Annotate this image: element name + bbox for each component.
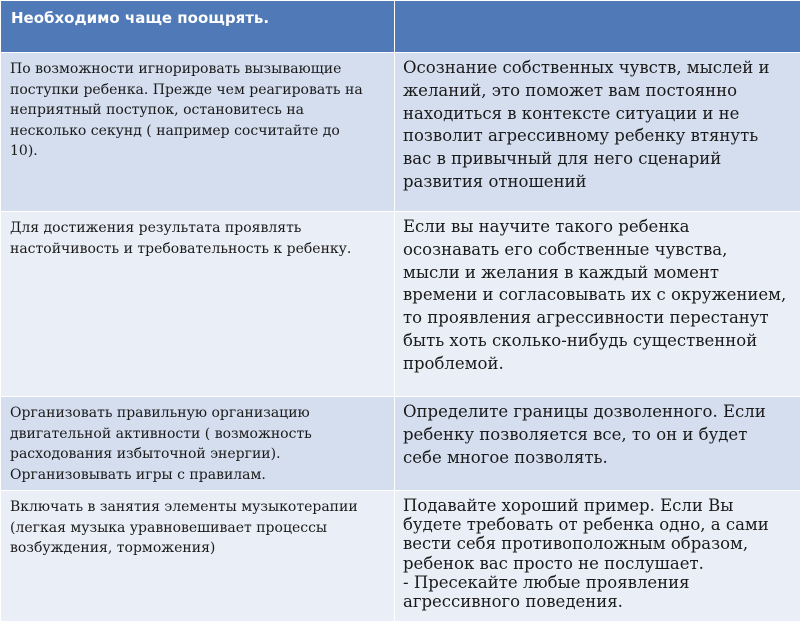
table-row [1, 53, 801, 212]
cell-text-line: позволит агрессивному ребенку втянуть [403, 126, 759, 146]
table-header-row [1, 1, 801, 53]
cell-text-line: Осознание собственных чувств, мыслей и [403, 58, 770, 77]
row-2-right-cell [395, 212, 801, 397]
cell-text-line: 10). [10, 143, 38, 159]
row-1-right-cell [395, 53, 801, 212]
table-row [1, 491, 801, 622]
cell-text-line: будете требовать от ребенка одно, а сами [403, 515, 769, 535]
cell-text-line: двигательной активности ( возможность [10, 425, 312, 442]
cell-text-line: развития отношений [403, 171, 587, 191]
cell-text-line: Организовывать игры с правилам. [10, 466, 266, 483]
cell-text-line: агрессивного поведения. [403, 592, 623, 612]
cell-text-line: быть хоть сколько-нибудь существенной [403, 330, 758, 350]
cell-text-line: (легкая музыка уравновешивает процессы [10, 519, 328, 536]
cell-text-line: себе многое позволять. [403, 447, 608, 467]
cell-text-line: Для достижения результата проявлять [10, 220, 302, 236]
cell-text-line: Организовать правильную организацию [10, 405, 310, 421]
cell-text-line: возбуждения, торможения) [10, 540, 216, 556]
header-cell-right [395, 1, 801, 53]
table-row [1, 212, 801, 397]
cell-text-line: ребенок вас просто не послушает. [403, 553, 704, 573]
cell-text-line: По возможности игнорировать вызывающие [10, 61, 342, 77]
cell-text-line: мысли и желания в каждый момент [403, 262, 719, 282]
cell-text-line: настойчивость и требовательность к ребенку. [10, 240, 352, 257]
row-1-left-cell [1, 53, 395, 212]
cell-text-line: поступки ребенка. Прежде чем реагировать на [10, 81, 363, 98]
cell-text-line: Включать в занятия элементы музыкотерапии [10, 499, 358, 515]
row-4-right-cell [395, 491, 801, 622]
cell-text-line: - Пресекайте любые проявления [403, 572, 690, 592]
cell-text-line: Подавайте хороший пример. Если Вы [403, 496, 734, 515]
cell-text-line: осознавать его собственные чувства, [403, 239, 728, 259]
row-3-right-cell [395, 397, 801, 491]
cell-text-line: несколько секунд ( например сосчитайте до [10, 122, 340, 139]
cell-text-line: желаний, это поможет вам постоянно [403, 80, 738, 100]
row-3-left-cell [1, 397, 395, 491]
cell-text-line: то проявления агрессивности перестанут [403, 308, 769, 328]
header-title: Необходимо чаще поощрять. [11, 9, 270, 27]
cell-text-line: вас в привычный для него сценарий [403, 149, 722, 169]
table-row [1, 397, 801, 491]
cell-text-line: неприятный поступок, остановитесь на [10, 102, 305, 118]
cell-text-line: проблемой. [403, 353, 504, 373]
cell-text-line: вести себя противоположным образом, [403, 534, 749, 554]
cell-text-line: Определите границы дозволенного. Если [403, 402, 766, 421]
header-cell-left [1, 1, 395, 53]
row-4-left-cell [1, 491, 395, 622]
row-2-left-cell [1, 212, 395, 397]
cell-text-line: расходования избыточной энергии). [10, 446, 281, 462]
cell-text-line: Если вы научите такого ребенка [403, 217, 690, 236]
cell-text-line: времени и согласовывать их с окружением, [403, 285, 787, 305]
header-title-right [395, 1, 800, 9]
cell-text-line: находиться в контексте ситуации и не [403, 103, 740, 123]
cell-text-line: ребенку позволяется все, то он и будет [403, 424, 748, 444]
